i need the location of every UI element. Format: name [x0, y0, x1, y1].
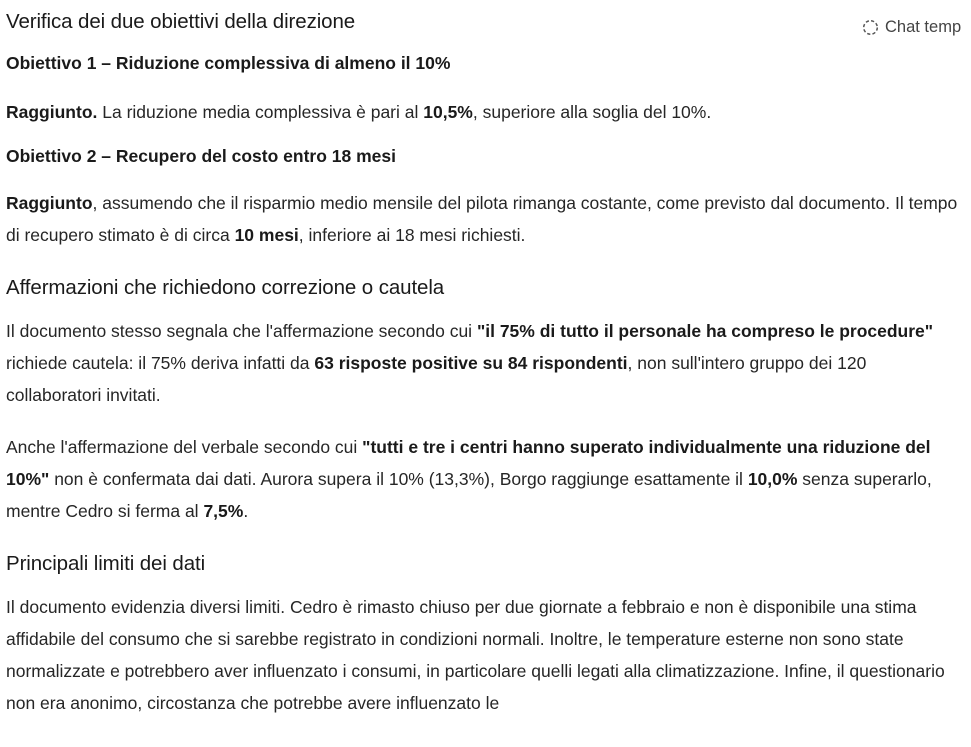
claims-2-text-b: non è confermata dai dati. Aurora supera il 10% (13,3%), Borgo raggiunge esattamente il — [49, 469, 748, 489]
objective-1-text-a: La riduzione media complessiva è pari al — [97, 102, 424, 122]
claims-paragraph-1 — [6, 315, 961, 411]
claims-1-count: 63 risposte positive su 84 rispondenti — [314, 353, 628, 373]
claims-2-text-c: senza superarlo, mentre Cedro si ferma al — [6, 469, 932, 521]
objective-1-text-b: , superiore alla soglia del 10%. — [472, 102, 712, 122]
chat-temp-label: Chat temp — [885, 18, 962, 36]
objective-2-value: 10 mesi — [234, 225, 299, 245]
objective-2-status: Raggiunto — [6, 193, 93, 213]
claims-2-quote: "tutti e tre i centri hanno superato individualmente una riduzione del 10%" — [6, 437, 931, 489]
claims-title: Affermazioni che richiedono correzione o cautela — [6, 276, 445, 299]
claims-1-quote: "il 75% di tutto il personale ha compreso le procedure" — [476, 321, 934, 341]
objective-1-heading: Obiettivo 1 – Riduzione complessiva di almeno il 10% — [6, 53, 451, 73]
claims-1-text-b: richiede cautela: il 75% deriva infatti da — [6, 353, 315, 373]
objective-2-text-b: , inferiore ai 18 mesi richiesti. — [298, 225, 526, 245]
claims-2-text-a: Anche l'affermazione del verbale secondo cui — [6, 437, 363, 457]
claims-1-text-c: , non sull'intero gruppo dei 120 collaboratori invitati. — [6, 353, 867, 405]
objective-2-text-a: , assumendo che il risparmio medio mensile del pilota rimanga costante, come previsto dal documento. Il tempo di recupero stimato è di circa — [6, 193, 958, 245]
claims-1-text-a: Il documento stesso segnala che l'affermazione secondo cui — [6, 321, 477, 341]
objective-1-value: 10,5% — [423, 102, 473, 122]
verify-title: Verifica dei due obiettivi della direzione — [6, 10, 356, 33]
claims-2-cedro-value: 7,5% — [203, 501, 244, 521]
objective-2-paragraph — [6, 187, 961, 251]
objective-2-heading: Obiettivo 2 – Recupero del costo entro 18 mesi — [6, 146, 396, 166]
objective-1-status: Raggiunto. — [6, 102, 98, 122]
claims-paragraph-2 — [6, 431, 961, 527]
message-content — [6, 0, 961, 719]
limits-title: Principali limiti dei dati — [6, 552, 206, 575]
claims-2-borgo-value: 10,0% — [747, 469, 798, 489]
objective-1-paragraph — [6, 96, 961, 128]
claims-2-text-d: . — [243, 501, 249, 521]
limits-paragraph: Il documento evidenzia diversi limiti. Cedro è rimasto chiuso per due giornate a febbraio e non è disponibile una stima affidabile del consumo che si sarebbe registrato in condizioni normali. Inoltre, le temperature esterne non sono state normalizzate e potrebbero aver influenzato i consumi, in particolare quelli legati alla climatizzazione. Infine, il questionario non era anonimo, circostanza che potrebbe avere influenzato le — [6, 597, 945, 713]
